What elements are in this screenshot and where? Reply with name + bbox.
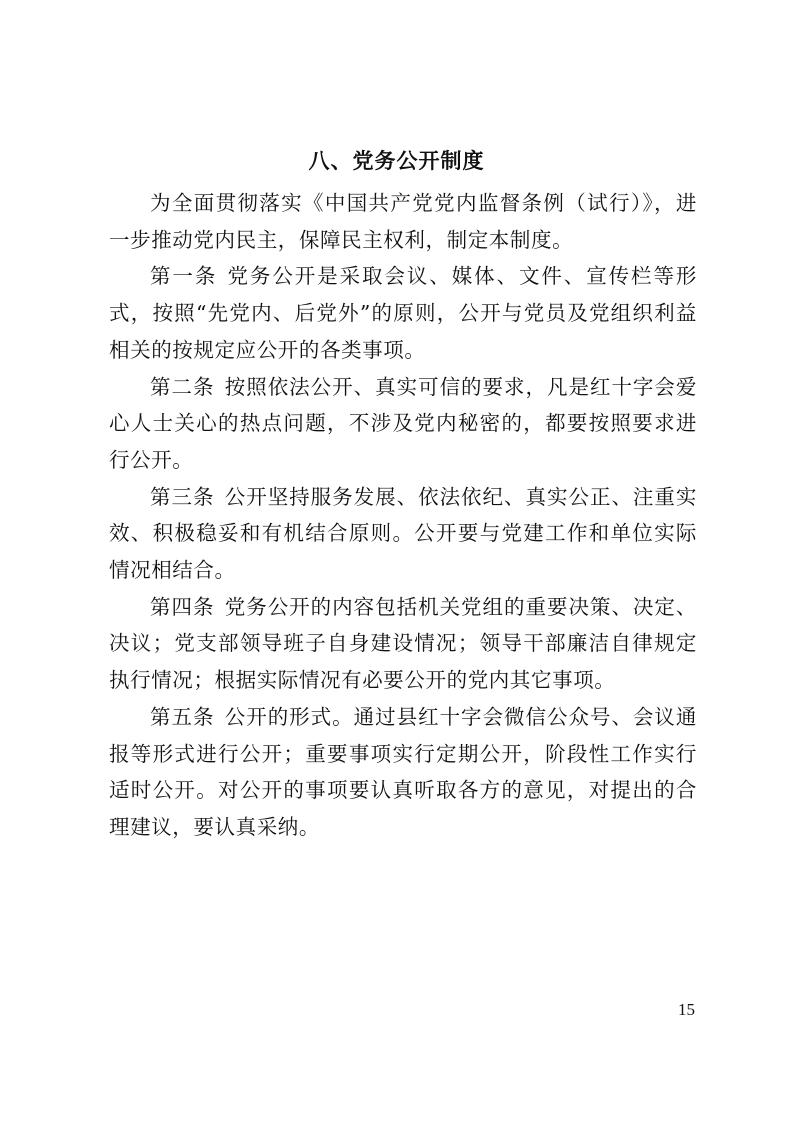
article-number: 第四条 <box>150 594 215 619</box>
document-body <box>109 185 697 846</box>
article-5 <box>109 699 697 846</box>
article-number: 第一条 <box>150 264 218 289</box>
article-1 <box>109 258 697 368</box>
intro-paragraph: 为全面贯彻落实《中国共产党党内监督条例（试行）》，进一步推动党内民主，保障民主权利，制定本制度。 <box>109 191 697 252</box>
article-3 <box>109 479 697 589</box>
article-text: 党务公开的内容包括机关党组的重要决策、决定、决议；党支部领导班子自身建设情况；领导干部廉洁自律规定执行情况；根据实际情况有必要公开的党内其它事项。 <box>109 594 697 693</box>
article-number: 第三条 <box>150 484 215 509</box>
article-number: 第五条 <box>150 704 215 729</box>
article-text: 党务公开是采取会议、媒体、文件、宣传栏等形式，按照“先党内、后党外”的原则，公开与党员及党组织利益相关的按规定应公开的各类事项。 <box>109 264 697 362</box>
article-2 <box>109 369 697 479</box>
article-4 <box>109 589 697 699</box>
article-number: 第二条 <box>150 374 215 399</box>
article-text: 按照依法公开、真实可信的要求，凡是红十字会爱心人士关心的热点问题，不涉及党内秘密的，都要按照要求进行公开。 <box>109 374 697 472</box>
article-text: 公开坚持服务发展、依法依纪、真实公正、注重实效、积极稳妥和有机结合原则。公开要与党建工作和单位实际情况相结合。 <box>109 484 697 583</box>
article-text: 公开的形式。通过县红十字会微信公众号、会议通报等形式进行公开；重要事项实行定期公开，阶段性工作实行适时公开。对公开的事项要认真听取各方的意见，对提出的合理建议，要认真采纳。 <box>109 704 697 839</box>
page-title: 八、党务公开制度 <box>308 149 485 173</box>
page-number: 15 <box>678 1000 695 1019</box>
